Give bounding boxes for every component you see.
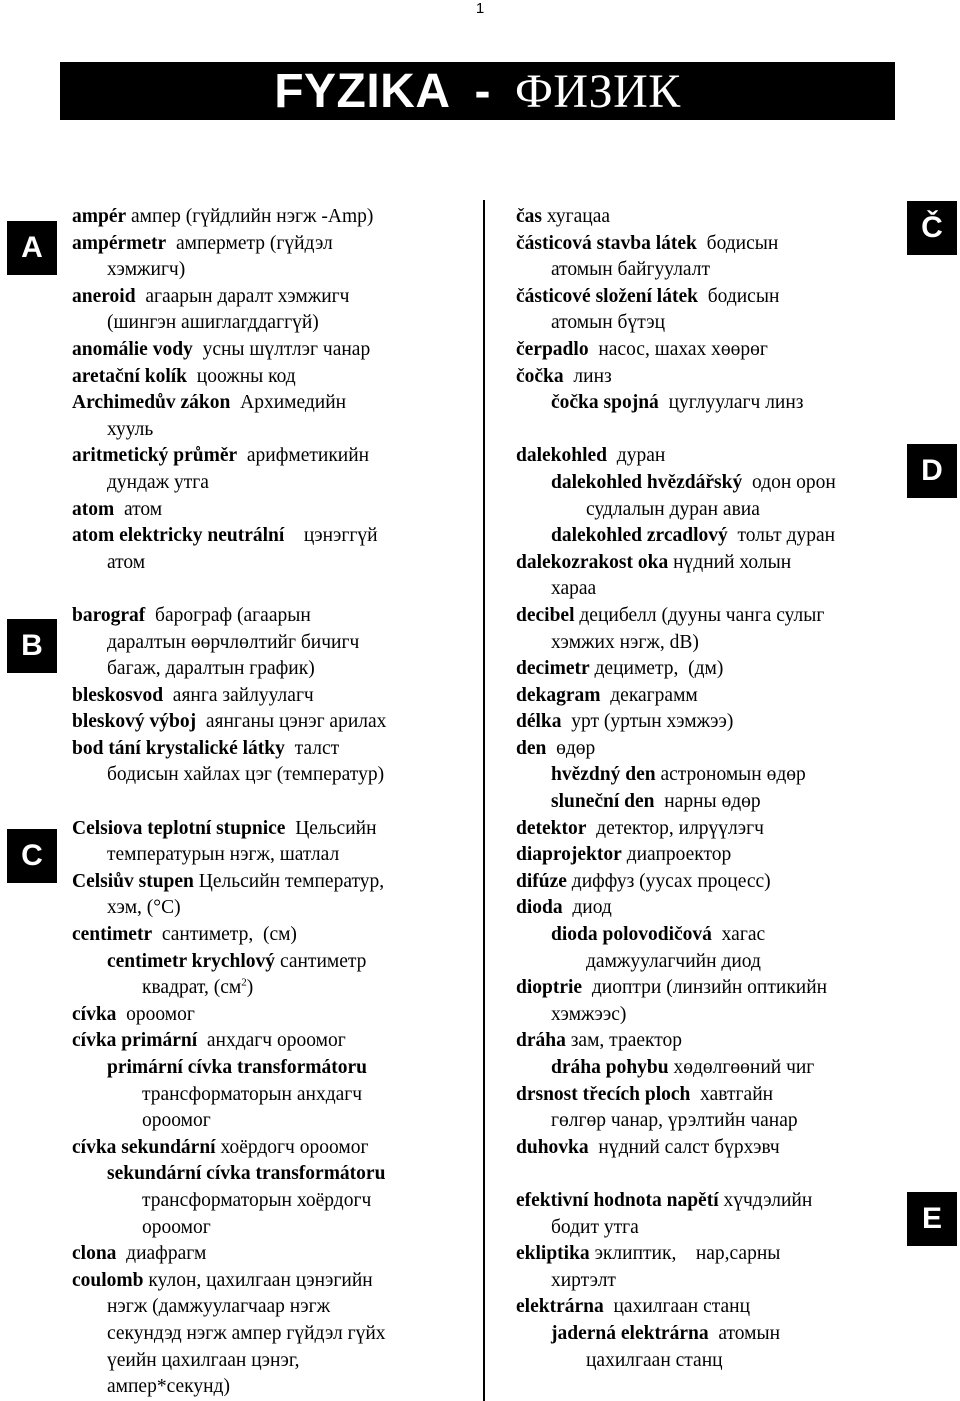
mongolian-definition: диоптри (линзийн оптикийн (582, 977, 828, 999)
glossary-entry-line (72, 709, 477, 736)
glossary-entry-line (516, 1188, 896, 1215)
section-letter-a: A (7, 221, 57, 275)
glossary-entry-line (516, 842, 896, 869)
czech-term: dráha (516, 1030, 566, 1052)
czech-term: dioptrie (516, 977, 583, 999)
mongolian-definition: насос, шахах хөөрөг (588, 338, 768, 360)
czech-term: atom (72, 498, 115, 520)
mongolian-definition: Цельсийн температур, (193, 870, 385, 892)
glossary-entry-line (72, 842, 477, 869)
glossary-entry-line (72, 1268, 477, 1295)
mongolian-definition: температурын нэгж, шатлал (107, 844, 340, 866)
glossary-entry-line (516, 789, 896, 816)
mongolian-definition: цоожны код (187, 365, 296, 387)
mongolian-definition: децибелл (дууны чанга сулыг (574, 604, 825, 626)
mongolian-definition: даралтын өөрчлөлтийг бичигч (107, 631, 360, 653)
mongolian-definition: бодисын хайлах цэг (температур) (107, 764, 385, 786)
czech-term: čočka spojná (551, 392, 659, 414)
czech-term: ampér (72, 206, 127, 227)
glossary-entry-line (72, 497, 477, 524)
czech-term: aretační kolík (72, 365, 188, 387)
czech-term: barograf (72, 604, 146, 626)
mongolian-definition: усны шүлтлэг чанар (192, 338, 371, 360)
mongolian-definition: дамжуулагчийн диод (586, 950, 761, 972)
glossary-entry-line (72, 895, 477, 922)
mongolian-definition: үеийн цахилгаан цэнэг, (107, 1349, 300, 1371)
glossary-entry-line (516, 1268, 896, 1295)
glossary-entry-line (72, 869, 477, 896)
mongolian-definition: диод (562, 897, 612, 919)
glossary-entry-line (516, 1348, 896, 1375)
mongolian-definition: квадрат, $(см^2)$ (142, 976, 254, 999)
glossary-entry-line (72, 1108, 477, 1135)
glossary-entry-line (72, 364, 477, 391)
glossary-entry-line (516, 1215, 896, 1242)
mongolian-definition: тольт дуран (727, 525, 836, 547)
title-cyrillic: ФИЗИК (515, 64, 681, 118)
glossary-entry-line (72, 1055, 477, 1082)
czech-term: clona (72, 1243, 117, 1265)
glossary-entry-line (516, 683, 896, 710)
mongolian-definition: ампер*секунд) (107, 1376, 230, 1398)
glossary-entry-line (516, 284, 896, 311)
mongolian-definition: цахилгаан станц (586, 1349, 723, 1371)
czech-term: drsnost třecích ploch (516, 1083, 691, 1105)
mongolian-definition: хэмжих нэгж, dB) (551, 631, 699, 653)
glossary-entry-line (72, 1135, 477, 1162)
mongolian-definition: декаграмм (600, 684, 698, 706)
czech-term: částicové složení látek (516, 285, 698, 307)
czech-term: dalekohled (516, 445, 608, 467)
czech-term: Celsiova teplotní stupnice (72, 817, 286, 839)
glossary-entry-line (72, 1348, 477, 1375)
glossary-entry-line (72, 630, 477, 657)
glossary-entry-line (72, 603, 477, 630)
mongolian-definition: дундаж утга (107, 471, 209, 493)
glossary-entry-line (72, 1294, 477, 1321)
glossary-entry-line (72, 949, 477, 976)
glossary-entry-line (516, 523, 896, 550)
mongolian-definition: хараа (551, 578, 597, 600)
czech-term: čočka (516, 365, 564, 387)
czech-term: ekliptika (516, 1243, 590, 1265)
czech-term: efektivní hodnota napětí (516, 1189, 719, 1211)
czech-term: primární cívka transformátoru (107, 1057, 367, 1078)
czech-term: cívka sekundární (72, 1136, 216, 1158)
czech-term: decimetr (516, 658, 590, 680)
mongolian-definition: цахилгаан станц (603, 1296, 751, 1318)
glossary-entry-line (516, 975, 896, 1002)
czech-term: den (516, 737, 547, 759)
mongolian-definition: ороомог (116, 1003, 195, 1025)
czech-term: cívka primární (72, 1030, 198, 1052)
czech-term: decibel (516, 604, 575, 626)
czech-term: aneroid (72, 285, 136, 307)
glossary-entry-line (516, 550, 896, 577)
mongolian-definition: хэмжээс) (551, 1003, 627, 1025)
czech-term: částicová stavba látek (516, 232, 697, 254)
blank-line (72, 789, 477, 816)
mongolian-definition: хэм, (°C) (107, 897, 181, 919)
glossary-entry-line (72, 1241, 477, 1268)
czech-term: dioda (516, 897, 563, 919)
right-glossary-column (516, 204, 896, 1374)
glossary-entry-line (72, 257, 477, 284)
mongolian-definition: хоёрдогч ороомог (215, 1136, 369, 1158)
mongolian-definition: анхдагч ороомог (197, 1030, 346, 1052)
glossary-entry-line (516, 922, 896, 949)
mongolian-definition: хиртэлт (551, 1269, 616, 1291)
mongolian-definition: бодисын (696, 232, 779, 254)
mongolian-definition: урт (уртын хэмжээ) (561, 711, 734, 733)
mongolian-definition: хөдөлгөөний чиг (668, 1057, 815, 1078)
glossary-entry-line (72, 656, 477, 683)
mongolian-definition: ампер (гүйдлийн нэгж -Amp) (126, 206, 374, 227)
mongolian-definition: амперметр (гүйдэл (166, 232, 333, 254)
mongolian-definition: аянганы цэнэг арилах (196, 711, 387, 733)
glossary-entry-line (72, 443, 477, 470)
mongolian-definition: зам, траектор (565, 1030, 682, 1052)
mongolian-definition: бодит утга (551, 1216, 639, 1238)
glossary-entry-line (516, 1108, 896, 1135)
mongolian-definition: кулон, цахилгаан цэнэгийн (143, 1269, 373, 1291)
czech-term: sluneční den (551, 791, 655, 813)
glossary-entry-line (516, 1082, 896, 1109)
mongolian-definition: нүдний салст бүрхэвч (588, 1136, 780, 1158)
glossary-entry-line (516, 1294, 896, 1321)
mongolian-definition: атом (107, 551, 146, 573)
mongolian-definition: дециметр, (дм) (589, 658, 724, 680)
czech-term: hvězdný den (551, 764, 656, 786)
czech-term: délka (516, 711, 562, 733)
blank-line (516, 417, 896, 444)
czech-term: bod tání krystalické látky (72, 737, 285, 759)
glossary-entry-line (516, 816, 896, 843)
glossary-entry-line (72, 922, 477, 949)
czech-term: Archimedův zákon (72, 392, 231, 414)
mongolian-definition: эклиптик, нар,сарны (589, 1243, 781, 1265)
czech-term: duhovka (516, 1136, 589, 1158)
mongolian-definition: диффуз (уусах процесс) (566, 870, 771, 892)
glossary-entry-line (72, 683, 477, 710)
czech-term: dráha pohybu (551, 1057, 669, 1078)
mongolian-definition: Цельсийн (285, 817, 377, 839)
mongolian-definition: сантиметр, (см) (152, 924, 297, 946)
mongolian-definition: хэмжигч) (107, 259, 186, 281)
glossary-entry-line (72, 231, 477, 258)
glossary-entry-line (516, 656, 896, 683)
czech-term: bleskový výboj (72, 711, 197, 733)
mongolian-definition: цэнэггүй (284, 525, 378, 547)
page-title-banner (60, 62, 895, 120)
mongolian-definition: агаарын даралт хэмжигч (135, 285, 350, 307)
mongolian-definition: хавтгайн (690, 1083, 774, 1105)
mongolian-definition: ороомог (142, 1110, 211, 1132)
czech-term: čerpadlo (516, 338, 589, 360)
title-latin: FYZIKA (274, 64, 451, 118)
mongolian-definition: нэгж (дамжуулагчаар нэгж (107, 1296, 331, 1318)
glossary-entry-line (516, 310, 896, 337)
glossary-entry-line (72, 816, 477, 843)
glossary-entry-line (72, 470, 477, 497)
glossary-entry-line (516, 1241, 896, 1268)
czech-term: dalekohled hvězdářský (551, 471, 743, 493)
glossary-entry-line (72, 1082, 477, 1109)
czech-term: cívka (72, 1003, 117, 1025)
glossary-entry-line (516, 736, 896, 763)
mongolian-definition: цуглуулагч линз (658, 392, 804, 414)
glossary-entry-line (72, 1374, 477, 1401)
mongolian-definition: хүчдэлийн (718, 1189, 813, 1211)
mongolian-definition: арифметикийн (237, 445, 370, 467)
czech-term: anomálie vody (72, 338, 193, 360)
mongolian-definition: талст (284, 737, 340, 759)
czech-term: diaprojektor (516, 844, 622, 866)
czech-term: jaderná elektrárna (551, 1322, 709, 1344)
mongolian-definition: атом (114, 498, 163, 520)
glossary-entry-line (516, 497, 896, 524)
blank-line (516, 1161, 896, 1188)
glossary-entry-line (516, 470, 896, 497)
mongolian-definition: хууль (107, 418, 154, 440)
glossary-entry-line (516, 364, 896, 391)
czech-term: dalekohled zrcadlový (551, 525, 728, 547)
glossary-entry-line (72, 736, 477, 763)
mongolian-definition: бодисын (697, 285, 780, 307)
glossary-entry-line (72, 310, 477, 337)
section-letter-c: C (7, 829, 57, 883)
mongolian-definition: астрономын өдөр (655, 764, 806, 786)
mongolian-definition: трансформаторын хоёрдогч (142, 1189, 372, 1211)
section-letter-b: B (7, 619, 57, 673)
mongolian-definition: (шингэн ашиглагддаггүй) (107, 312, 319, 334)
mongolian-definition: нарны өдөр (654, 791, 761, 813)
mongolian-definition: одон орон (742, 471, 836, 493)
glossary-entry-line (72, 417, 477, 444)
czech-term: difúze (516, 870, 567, 892)
glossary-entry-line (516, 1002, 896, 1029)
czech-term: atom elektricky neutrální (72, 525, 285, 547)
glossary-entry-line (516, 869, 896, 896)
section-letter-d: D (907, 444, 957, 498)
glossary-entry-line (516, 231, 896, 258)
glossary-entry-line (516, 576, 896, 603)
section-letter-c-caron: Č (907, 201, 957, 255)
czech-term: sekundární cívka transformátoru (107, 1163, 386, 1185)
glossary-entry-line (516, 204, 896, 231)
glossary-entry-line (72, 1188, 477, 1215)
glossary-entry-line (516, 1135, 896, 1162)
glossary-entry-line (72, 762, 477, 789)
mongolian-definition: багаж, даралтын график) (107, 658, 315, 680)
glossary-entry-line (72, 1215, 477, 1242)
glossary-entry-line (516, 257, 896, 284)
mongolian-definition: Архимедийн (230, 392, 347, 414)
glossary-entry-line (72, 284, 477, 311)
mongolian-definition: хугацаа (542, 206, 611, 227)
mongolian-definition: барограф (агаарын (145, 604, 311, 626)
mongolian-definition: аянга зайлуулагч (163, 684, 314, 706)
glossary-entry-line (516, 949, 896, 976)
mongolian-definition: атомын (708, 1322, 781, 1344)
mongolian-definition: диафрагм (116, 1243, 207, 1265)
mongolian-definition: атомын бүтэц (551, 312, 666, 334)
glossary-entry-line (72, 1321, 477, 1348)
czech-term: bleskosvod (72, 684, 164, 706)
glossary-entry-line (516, 762, 896, 789)
glossary-entry-line (72, 523, 477, 550)
czech-term: coulomb (72, 1269, 144, 1291)
mongolian-definition: ороомог (142, 1216, 211, 1238)
glossary-entry-line (516, 1321, 896, 1348)
glossary-entry-line (72, 550, 477, 577)
title-separator: - (474, 64, 491, 118)
mongolian-definition: трансформаторын анхдагч (142, 1083, 363, 1105)
czech-term: detektor (516, 817, 587, 839)
column-divider (483, 200, 485, 1401)
czech-term: dekagram (516, 684, 601, 706)
mongolian-definition: гөлгөр чанар, үрэлтийн чанар (551, 1110, 798, 1132)
glossary-entry-line (516, 709, 896, 736)
mongolian-definition: линз (563, 365, 612, 387)
glossary-entry-line (516, 390, 896, 417)
mongolian-definition: диапроектор (621, 844, 732, 866)
section-letter-e: E (907, 1192, 957, 1246)
glossary-entry-line (72, 975, 477, 1002)
blank-line (72, 576, 477, 603)
czech-term: centimetr (72, 924, 153, 946)
mongolian-definition: нүдний холын (668, 551, 792, 573)
czech-term: elektrárna (516, 1296, 604, 1318)
czech-term: aritmetický průměr (72, 445, 238, 467)
mongolian-definition: хагас (711, 924, 766, 946)
czech-term: dioda polovodičová (551, 924, 712, 946)
czech-term: dalekozrakost oka (516, 551, 669, 573)
glossary-entry-line (72, 204, 477, 231)
glossary-entry-line (516, 443, 896, 470)
glossary-entry-line (516, 337, 896, 364)
glossary-entry-line (72, 337, 477, 364)
glossary-entry-line (516, 1055, 896, 1082)
mongolian-definition: детектор, илрүүлэгч (586, 817, 764, 839)
mongolian-definition: судлалын дуран авиа (586, 498, 760, 520)
glossary-entry-line (72, 1028, 477, 1055)
page-number: 1 (475, 0, 485, 17)
czech-term: ampérmetr (72, 232, 167, 254)
czech-term: centimetr krychlový (107, 950, 276, 972)
glossary-entry-line (72, 1002, 477, 1029)
glossary-entry-line (516, 1028, 896, 1055)
mongolian-definition: өдөр (546, 737, 596, 759)
glossary-entry-line (72, 390, 477, 417)
mongolian-definition: секундэд нэгж ампер гүйдэл гүйх (107, 1322, 386, 1344)
glossary-entry-line (72, 1161, 477, 1188)
glossary-entry-line (516, 895, 896, 922)
mongolian-definition: атомын байгуулалт (551, 259, 711, 281)
czech-term: čas (516, 206, 542, 227)
glossary-entry-line (516, 603, 896, 630)
glossary-entry-line (516, 630, 896, 657)
left-glossary-column (72, 204, 477, 1401)
mongolian-definition: сантиметр (275, 950, 367, 972)
mongolian-definition: дуран (607, 445, 666, 467)
czech-term: Celsiův stupen (72, 870, 194, 892)
